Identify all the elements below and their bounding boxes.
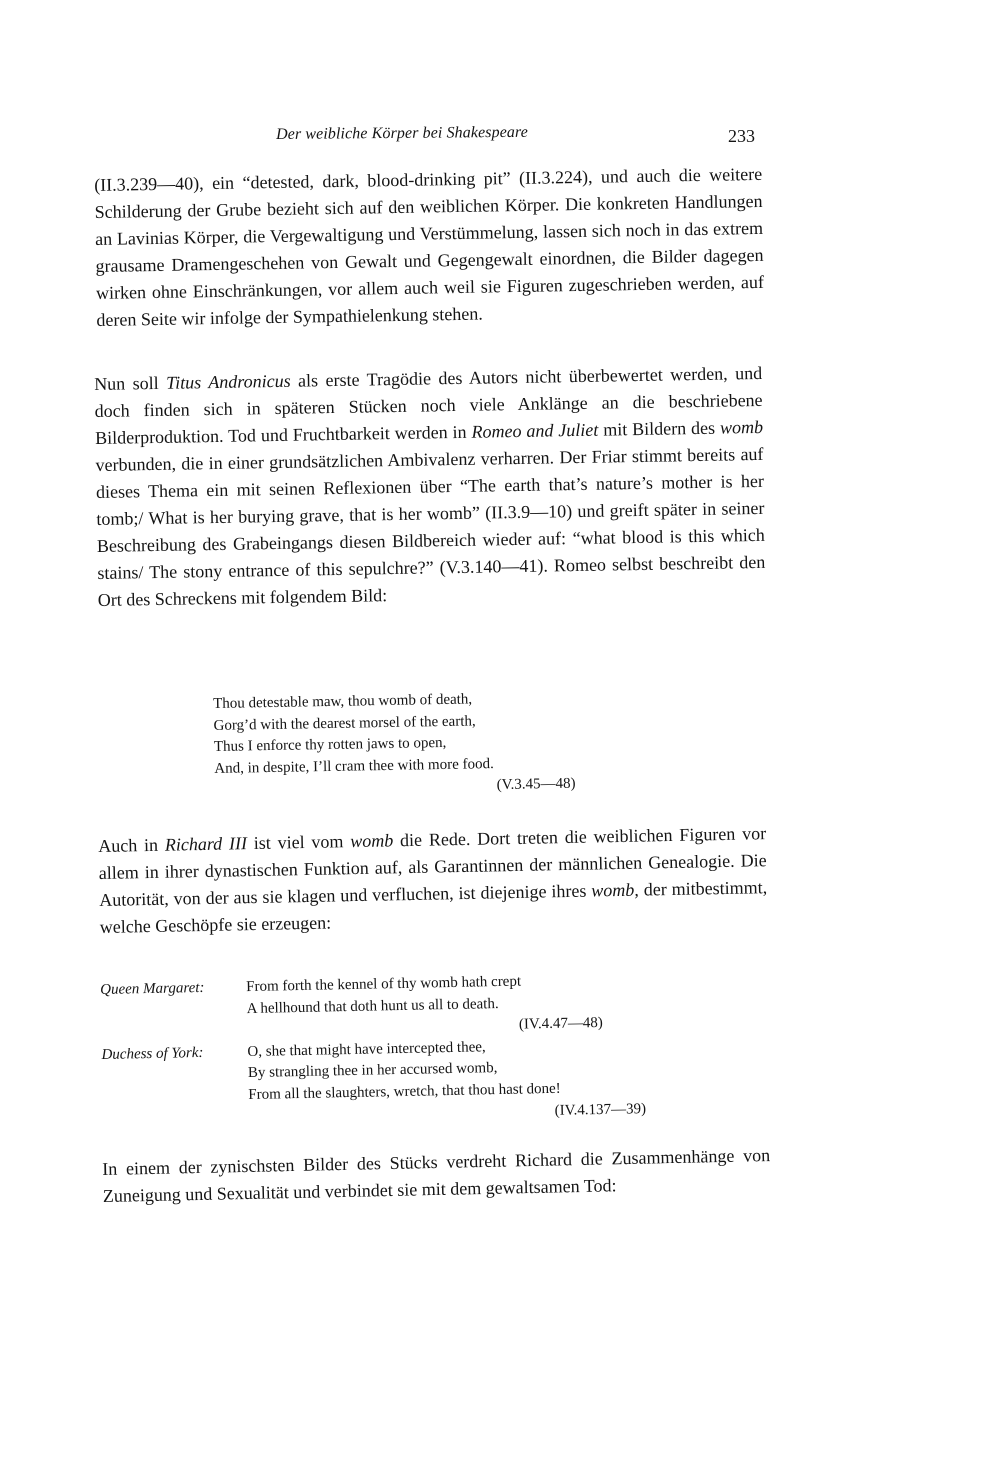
verse-line: By strangling thee in her accursed womb, [247, 1060, 498, 1082]
running-head: Der weibliche Körper bei Shakespeare [276, 123, 528, 143]
paragraph-2-text [94, 360, 766, 614]
paragraph-1-text: (II.3.239—40), ein “detested, dark, blood-drinking pit” (II.3.224), und auch die weitere Schilderung der Grube bezieht sich auf den weiblichen Körper. Die konkreten Handlungen an Lavinias Körper, die Vergewaltigung und Verstümmelung, lassen sich noch in das extrem grausame Dramengeschehen von Gewalt und Gegengewalt einordnen, die Bilder dagegen wirken ohne Einschränkungen, vor allem auch weil sie Figuren zugeschrieben werden, auf deren Seite wir infolge der Sympathielenkung stehen. [94, 163, 765, 330]
verse-reference: (IV.4.47—48) [518, 1015, 604, 1033]
speech-lines [246, 970, 603, 1042]
paragraph-2 [94, 360, 766, 614]
paragraph-1 [94, 161, 765, 334]
verse-reference: (V.3.45—48) [496, 776, 576, 794]
verse-quote-romeo [213, 688, 576, 802]
term-womb: womb [719, 416, 764, 438]
verse-line: Thou detestable maw, thou womb of death, [213, 691, 473, 712]
paragraph-2-part-4: verbunden, die in einer grundsätzlichen Ambivalenz verharren. Der Friar stimmt bereits auf dieses Thema ein mit seinen Reflexionen über “The earth that’s nature’s mother is her tomb;/ What is her burying grave, that is her womb” (II.3.9—10) und greift später in seiner Beschreibung des Grabeingangs diesen Bildbereich wieder auf: “what blood is this which stains/ The stony entrance of this sepulchre?” (V.3.140—41). Romeo selbst beschreibt den Ort des Schreckens mit folgendem Bild: [95, 443, 766, 610]
page-number: 233 [728, 126, 755, 146]
speech-queen-margaret [100, 969, 645, 1045]
verse-line: And, in despite, I’ll cram thee with more food. [214, 755, 494, 777]
paragraph-2-part-2: als erste Tragödie des Autors nicht überbewertet werden, und doch finden sich in späteren Stücken noch viele Anklänge an die beschriebene Bilderproduktion. Tod und Fruchtbarkeit werden in [94, 362, 763, 448]
verse-line: A hellhound that doth hunt us all to death. [246, 995, 499, 1017]
verse-line: Gorg’d with the dearest morsel of the earth, [213, 713, 476, 734]
title-titus-andronicus: Titus Andronicus [165, 370, 291, 393]
paragraph-3-part-1: Auch in [98, 834, 166, 856]
term-womb: womb [350, 830, 394, 852]
title-richard-iii: Richard III [164, 833, 248, 855]
verse-line: From forth the kennel of thy womb hath crept [246, 973, 522, 996]
paragraph-3-part-4: der mitbestimmt, welche Geschöpfe sie erzeugen: [99, 877, 768, 937]
paragraph-2-part-1: Nun soll [94, 372, 167, 394]
paragraph-3 [98, 820, 768, 941]
paragraph-2-part-3: mit Bildern des [598, 417, 721, 440]
verse-reference: (IV.4.137—39) [554, 1100, 647, 1119]
paragraph-4 [102, 1142, 771, 1210]
paragraph-3-part-2: ist viel vom [246, 831, 351, 854]
speaker-label: Duchess of York: [101, 1044, 204, 1063]
paragraph-3-part-3: die Rede. Dort treten die weiblichen Figuren vor allem in ihrer dynastischen Funktion auf, als Garantinnen der männlichen Genealogie. Die Autorität, von der aus sie klagen und verfluchen, ist diejenige ihres [98, 823, 767, 910]
speaker-label: Queen Margaret: [100, 979, 205, 998]
speech-lines [247, 1034, 646, 1128]
verse-line: Thus I enforce thy rotten jaws to open, [213, 735, 447, 756]
speech-duchess-of-york [101, 1034, 646, 1131]
verse-line: O, she that might have intercepted thee, [247, 1039, 486, 1060]
term-womb-2: womb, [591, 879, 640, 901]
paragraph-3-text [98, 820, 768, 941]
title-romeo-and-juliet: Romeo and Juliet [471, 419, 599, 442]
verse-quote-richard [100, 969, 646, 1131]
verse-line: From all the slaughters, wretch, that thou hast done! [248, 1080, 561, 1104]
paragraph-4-text: In einem der zynischsten Bilder des Stücks verdreht Richard die Zusammenhänge von Zuneigung und Sexualität und verbindet sie mit dem gewaltsamen Tod: [102, 1145, 771, 1206]
